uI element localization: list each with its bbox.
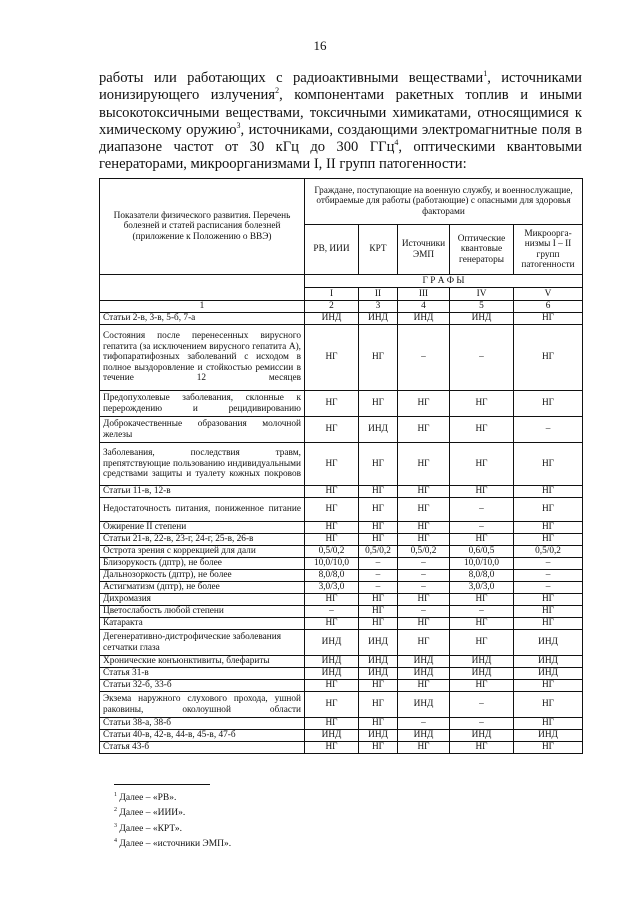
col-header-krt: КРТ: [359, 225, 398, 275]
row-value: НГ: [450, 391, 514, 417]
row-value: –: [398, 582, 450, 594]
row-value: ИНД: [398, 656, 450, 668]
footnote-ref-1: 1: [483, 69, 488, 79]
roman-col-2: II: [359, 288, 398, 301]
table-row: [100, 522, 583, 534]
row-value: НГ: [514, 534, 583, 546]
row-value: НГ: [514, 680, 583, 692]
row-value: ИНД: [359, 313, 398, 325]
table-row: [100, 656, 583, 668]
header-personnel-groups: Граждане, поступающие на военную службу, и военнослужащие, отбираемые для работы (работающие) с опасными для здоровья факторами: [305, 179, 583, 225]
row-value: НГ: [450, 594, 514, 606]
row-value: 3,0/3,0: [305, 582, 359, 594]
table-row: [100, 313, 583, 325]
row-value: НГ: [450, 680, 514, 692]
header-diseases: Показатели физического развития. Перечень болезней и статей расписания болезней (приложение к Положению о ВВЭ): [100, 179, 305, 275]
row-value: НГ: [514, 618, 583, 630]
requirements-table: [99, 178, 583, 754]
roman-col-5: V: [514, 288, 583, 301]
row-label: Состояния после перенесенных вирусного гепатита (за исключением вирусного гепатита А), тифопаратифозных заболеваний с исходом в полное выздоровление и стойкостью ремиссии в течение 12 месяцев: [100, 325, 305, 391]
table-row: [100, 742, 583, 754]
row-value: НГ: [359, 391, 398, 417]
row-value: НГ: [398, 534, 450, 546]
row-label: Статья 31-в: [100, 668, 305, 680]
table-row: [100, 680, 583, 692]
row-label: Дальнозоркость (дптр), не более: [100, 570, 305, 582]
row-value: НГ: [450, 618, 514, 630]
number-col-2: 2: [305, 301, 359, 313]
table-row: [100, 606, 583, 618]
footnote-ref-2: 2: [275, 86, 280, 96]
row-value: –: [359, 570, 398, 582]
row-label: Дегенеративно-дистрофические заболевания сетчатки глаза: [100, 630, 305, 656]
header-empty-cell: [100, 275, 305, 301]
row-value: НГ: [359, 618, 398, 630]
footnote-text: Далее – «ИИИ».: [119, 808, 186, 819]
row-value: НГ: [359, 594, 398, 606]
row-value: НГ: [305, 498, 359, 522]
row-value: –: [398, 570, 450, 582]
row-value: НГ: [398, 443, 450, 486]
row-value: –: [514, 582, 583, 594]
row-value: НГ: [398, 522, 450, 534]
row-label: Экзема наружного слухового прохода, ушной раковины, околоушной области: [100, 692, 305, 718]
row-label: Статьи 40-в, 42-в, 44-в, 45-в, 47-б: [100, 730, 305, 742]
footnote-number: 3: [114, 822, 117, 829]
intro-text-5: , оптическими квантовыми генераторами, микроорганизмами I, II групп патогенности:: [99, 139, 582, 173]
row-value: НГ: [305, 742, 359, 754]
row-value: –: [514, 417, 583, 443]
row-label: Статьи 2-в, 3-в, 5-б, 7-а: [100, 313, 305, 325]
row-label: Статьи 21-в, 22-в, 23-г, 24-г, 25-в, 26-в: [100, 534, 305, 546]
row-value: НГ: [514, 443, 583, 486]
table-row: [100, 486, 583, 498]
row-value: НГ: [305, 534, 359, 546]
row-value: ИНД: [450, 730, 514, 742]
row-value: НГ: [359, 486, 398, 498]
row-value: –: [450, 522, 514, 534]
row-value: НГ: [359, 534, 398, 546]
row-value: НГ: [398, 742, 450, 754]
number-col-4: 4: [398, 301, 450, 313]
grafy-label: Г Р А Ф Ы: [305, 275, 583, 288]
row-value: НГ: [514, 594, 583, 606]
row-value: ИНД: [398, 730, 450, 742]
row-value: 10,0/10,0: [450, 558, 514, 570]
row-value: НГ: [450, 417, 514, 443]
row-value: НГ: [305, 391, 359, 417]
row-value: 0,5/0,2: [359, 546, 398, 558]
col-header-microorganisms: Микроорга-низмы I – II групп патогенности: [514, 225, 583, 275]
row-value: ИНД: [305, 656, 359, 668]
page-number: 16: [313, 38, 327, 53]
row-value: –: [398, 325, 450, 391]
row-label: Острота зрения с коррекцией для дали: [100, 546, 305, 558]
footnote-number: 1: [114, 792, 117, 798]
footnote-item: [114, 804, 231, 819]
number-col-5: 5: [450, 301, 514, 313]
row-value: ИНД: [359, 630, 398, 656]
row-value: НГ: [514, 391, 583, 417]
table-row: [100, 325, 583, 391]
row-value: ИНД: [514, 668, 583, 680]
table-row: [100, 618, 583, 630]
row-label: Астигматизм (дптр), не более: [100, 582, 305, 594]
number-col-6: 6: [514, 301, 583, 313]
intro-text-4: , источниками, создающими электромагнитные поля в диапазоне частот от 30 кГц до 300 ГГц: [99, 121, 582, 156]
row-value: ИНД: [305, 630, 359, 656]
table-row: [100, 692, 583, 718]
row-value: –: [398, 718, 450, 730]
col-header-optical-generators: Оптические квантовые генераторы: [450, 225, 514, 275]
intro-paragraph: [99, 70, 582, 174]
roman-col-1: I: [305, 288, 359, 301]
row-value: ИНД: [398, 692, 450, 718]
row-value: НГ: [305, 594, 359, 606]
footnote-text: Далее – «источники ЭМП».: [119, 839, 232, 850]
row-value: 3,0/3,0: [450, 582, 514, 594]
row-value: НГ: [305, 522, 359, 534]
row-value: –: [514, 570, 583, 582]
row-value: –: [450, 606, 514, 618]
row-value: 0,5/0,2: [305, 546, 359, 558]
footnote-ref-4: 4: [394, 138, 399, 148]
row-value: НГ: [514, 692, 583, 718]
row-value: –: [359, 558, 398, 570]
row-label: Ожирение II степени: [100, 522, 305, 534]
row-value: НГ: [359, 325, 398, 391]
row-value: ИНД: [305, 668, 359, 680]
table-row: [100, 594, 583, 606]
row-value: НГ: [359, 443, 398, 486]
row-value: –: [398, 558, 450, 570]
row-value: НГ: [359, 522, 398, 534]
row-value: НГ: [450, 443, 514, 486]
footnote-number: 4: [114, 838, 117, 845]
row-value: НГ: [514, 522, 583, 534]
row-label: Дихромазия: [100, 594, 305, 606]
row-value: НГ: [305, 692, 359, 718]
row-value: ИНД: [450, 668, 514, 680]
row-value: НГ: [305, 618, 359, 630]
row-value: ИНД: [359, 417, 398, 443]
row-value: ИНД: [514, 730, 583, 742]
table-row: [100, 546, 583, 558]
row-value: 8,0/8,0: [305, 570, 359, 582]
row-label: Цветослабость любой степени: [100, 606, 305, 618]
footnote-item: [114, 820, 231, 835]
row-value: –: [450, 498, 514, 522]
row-value: НГ: [305, 718, 359, 730]
row-value: ИНД: [359, 668, 398, 680]
row-value: ИНД: [305, 313, 359, 325]
table-row: [100, 582, 583, 594]
row-value: ИНД: [398, 668, 450, 680]
table-row: [100, 718, 583, 730]
row-value: НГ: [305, 443, 359, 486]
footnote-ref-3: 3: [236, 121, 241, 131]
row-value: ИНД: [305, 730, 359, 742]
row-value: НГ: [514, 486, 583, 498]
row-value: 10,0/10,0: [305, 558, 359, 570]
table-row: [100, 498, 583, 522]
row-value: НГ: [398, 618, 450, 630]
row-label: Статьи 32-б, 33-б: [100, 680, 305, 692]
table-row: [100, 668, 583, 680]
row-value: НГ: [514, 498, 583, 522]
row-value: 8,0/8,0: [450, 570, 514, 582]
row-value: ИНД: [359, 730, 398, 742]
row-value: НГ: [305, 486, 359, 498]
footnote-text: Далее – «КРТ».: [119, 823, 182, 834]
row-value: НГ: [514, 718, 583, 730]
row-label: Предопухолевые заболевания, склонные к перерождению и рецидивированию: [100, 391, 305, 417]
roman-col-3: III: [398, 288, 450, 301]
row-label: Статьи 38-а, 38-б: [100, 718, 305, 730]
row-value: ИНД: [450, 313, 514, 325]
row-label: Заболевания, последствия травм, препятствующие пользованию индивидуальными средствами защиты и туалету кожных покровов: [100, 443, 305, 486]
row-value: НГ: [514, 313, 583, 325]
row-value: НГ: [398, 594, 450, 606]
col-header-emp-sources: Источники ЭМП: [398, 225, 450, 275]
row-value: НГ: [398, 630, 450, 656]
row-value: НГ: [450, 630, 514, 656]
row-value: –: [450, 325, 514, 391]
table-row: [100, 558, 583, 570]
row-value: НГ: [450, 742, 514, 754]
row-label: Близорукость (дптр), не более: [100, 558, 305, 570]
row-value: ИНД: [398, 313, 450, 325]
row-value: ИНД: [450, 656, 514, 668]
row-value: НГ: [398, 680, 450, 692]
row-value: 0,5/0,2: [398, 546, 450, 558]
row-value: НГ: [359, 742, 398, 754]
row-value: НГ: [514, 606, 583, 618]
row-value: –: [450, 718, 514, 730]
table-row: [100, 570, 583, 582]
footnotes: [114, 789, 231, 850]
row-value: НГ: [398, 391, 450, 417]
row-value: НГ: [359, 692, 398, 718]
row-value: –: [359, 582, 398, 594]
row-value: 0,6/0,5: [450, 546, 514, 558]
footnote-item: [114, 835, 231, 850]
row-value: –: [398, 606, 450, 618]
row-label: Хронические конъюнктивиты, блефариты: [100, 656, 305, 668]
table-row: [100, 417, 583, 443]
row-value: НГ: [305, 325, 359, 391]
row-value: –: [305, 606, 359, 618]
row-value: НГ: [398, 417, 450, 443]
roman-col-4: IV: [450, 288, 514, 301]
intro-text-2: , источниками ионизирующего излучения: [99, 70, 582, 104]
row-value: ИНД: [514, 656, 583, 668]
col-header-rv-iii: РВ, ИИИ: [305, 225, 359, 275]
row-label: Катаракта: [100, 618, 305, 630]
row-value: НГ: [398, 486, 450, 498]
number-col-1: 1: [100, 301, 305, 313]
row-value: НГ: [514, 742, 583, 754]
table-row: [100, 730, 583, 742]
row-value: ИНД: [359, 656, 398, 668]
row-value: НГ: [450, 534, 514, 546]
row-value: НГ: [305, 417, 359, 443]
footnote-item: [114, 789, 231, 804]
row-value: ИНД: [514, 630, 583, 656]
row-value: НГ: [514, 325, 583, 391]
row-value: НГ: [450, 486, 514, 498]
row-label: Доброкачественные образования молочной железы: [100, 417, 305, 443]
row-value: НГ: [359, 498, 398, 522]
row-label: Статья 43-б: [100, 742, 305, 754]
row-value: НГ: [398, 498, 450, 522]
row-value: НГ: [359, 680, 398, 692]
table-row: [100, 630, 583, 656]
row-value: –: [450, 692, 514, 718]
table-row: [100, 391, 583, 417]
number-col-3: 3: [359, 301, 398, 313]
row-label: Недостаточность питания, пониженное питание: [100, 498, 305, 522]
row-value: НГ: [359, 606, 398, 618]
row-value: –: [514, 558, 583, 570]
footnote-separator: [114, 784, 210, 785]
intro-text-1: работы или работающих с радиоактивными веществами: [99, 70, 484, 86]
footnote-text: Далее – «РВ».: [119, 793, 177, 804]
row-value: НГ: [359, 718, 398, 730]
row-value: НГ: [305, 680, 359, 692]
row-value: 0,5/0,2: [514, 546, 583, 558]
table-row: [100, 534, 583, 546]
footnote-number: 2: [114, 807, 117, 814]
table-row: [100, 443, 583, 486]
row-label: Статьи 11-в, 12-в: [100, 486, 305, 498]
intro-text-3: , компонентами ракетных топлив и иными высокотоксичными веществами, токсичными химикатами, относящимися к химическому оружию: [99, 87, 582, 138]
